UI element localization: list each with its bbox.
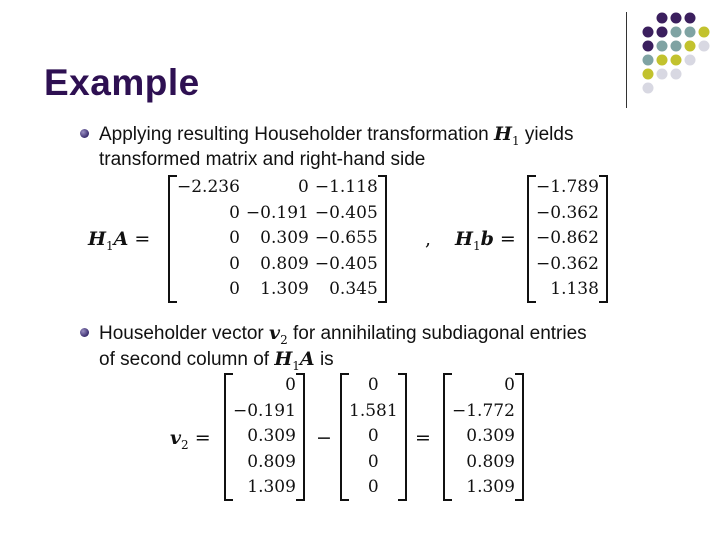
matrix-row bbox=[230, 475, 299, 501]
matrix-entry: 0 bbox=[367, 451, 379, 472]
matrix-H1A bbox=[168, 175, 387, 303]
decorative-dot bbox=[685, 13, 696, 24]
matrix-entry: 0.809 bbox=[247, 451, 296, 472]
bullet-icon bbox=[80, 129, 89, 138]
matrix-entry: 0 bbox=[285, 375, 296, 395]
matrix-entry: 0 bbox=[229, 202, 240, 223]
bullet-icon bbox=[80, 328, 89, 337]
eq2-equals: = bbox=[415, 427, 431, 449]
vector-v2-table bbox=[449, 373, 518, 501]
matrix-row bbox=[346, 424, 401, 450]
decorative-dot bbox=[699, 27, 710, 38]
decorative-dot bbox=[657, 41, 668, 52]
decorative-dot bbox=[643, 55, 654, 66]
decorative-dot bbox=[685, 27, 696, 38]
decorative-dot bbox=[643, 41, 654, 52]
title-divider-line bbox=[626, 12, 627, 108]
decorative-dot bbox=[671, 13, 682, 24]
matrix-entry: −0.655 bbox=[314, 228, 378, 248]
decorative-dot bbox=[657, 69, 668, 80]
bullet2-text-d: is bbox=[314, 349, 334, 370]
matrix-row bbox=[533, 277, 602, 303]
matrix-entry: −1.118 bbox=[314, 177, 378, 197]
decorative-dot bbox=[643, 27, 654, 38]
decorative-dot bbox=[657, 13, 668, 24]
matrix-entry: 1.309 bbox=[260, 279, 309, 299]
decorative-dot bbox=[643, 83, 654, 94]
decorative-dot bbox=[671, 41, 682, 52]
eq2-lhs-label: $v_2$ = bbox=[170, 427, 211, 452]
decorative-dot bbox=[643, 69, 654, 80]
vector-H1b bbox=[527, 175, 608, 303]
matrix-entry: 0.309 bbox=[260, 228, 309, 248]
matrix-row bbox=[346, 475, 401, 501]
matrix-entry: −0.191 bbox=[245, 202, 309, 223]
matrix-entry: 0.345 bbox=[329, 279, 378, 299]
matrix-entry: −0.862 bbox=[536, 228, 599, 248]
eq2-minus: − bbox=[316, 427, 332, 449]
matrix-entry: 1.138 bbox=[550, 279, 599, 299]
matrix-row bbox=[533, 226, 602, 252]
matrix-entry: 0 bbox=[298, 177, 309, 197]
bullet1-math-H1: $H_1$ bbox=[494, 123, 520, 148]
decorative-dot bbox=[671, 27, 682, 38]
matrix-entry: 0 bbox=[229, 279, 240, 299]
matrix-entry: 0.809 bbox=[260, 253, 309, 274]
vector-a bbox=[224, 373, 305, 501]
matrix-row bbox=[230, 450, 299, 476]
decorative-dot bbox=[671, 69, 682, 80]
eq1-rhs-label: $H_1b$ = bbox=[455, 228, 516, 253]
decorative-dot bbox=[657, 55, 668, 66]
matrix-entry: −0.191 bbox=[233, 400, 296, 421]
decorative-dot-grid bbox=[0, 0, 720, 120]
matrix-row bbox=[449, 424, 518, 450]
bullet1-text-b: yields bbox=[519, 124, 574, 145]
bullet2-text-b: for annihilating subdiagonal entries bbox=[287, 323, 587, 344]
matrix-row bbox=[174, 226, 381, 252]
matrix-entry: 0.309 bbox=[247, 426, 296, 446]
matrix-entry: 0 bbox=[367, 477, 379, 497]
matrix-row bbox=[230, 399, 299, 425]
matrix-entry: −1.789 bbox=[536, 177, 599, 197]
matrix-row bbox=[533, 252, 602, 278]
matrix-entry: 0.309 bbox=[466, 426, 515, 446]
matrix-row bbox=[174, 277, 381, 303]
vector-v2 bbox=[443, 373, 524, 501]
matrix-row bbox=[174, 252, 381, 278]
eq1-lhs-label: $H_1A$ = bbox=[88, 228, 151, 253]
matrix-row bbox=[346, 373, 401, 399]
vector-H1b-table bbox=[533, 175, 602, 303]
decorative-dot bbox=[699, 41, 710, 52]
matrix-row bbox=[174, 175, 381, 201]
vector-alpha-table bbox=[346, 373, 401, 501]
vector-alpha bbox=[340, 373, 407, 501]
matrix-row bbox=[449, 475, 518, 501]
matrix-row bbox=[533, 175, 602, 201]
matrix-row bbox=[449, 373, 518, 399]
matrix-entry: −0.362 bbox=[536, 253, 599, 274]
matrix-entry: 0 bbox=[367, 426, 379, 446]
matrix-entry: 0 bbox=[229, 228, 240, 248]
bullet2-math-v2: $v_2$ bbox=[269, 322, 288, 347]
decorative-dot bbox=[657, 27, 668, 38]
matrix-entry: 0 bbox=[504, 375, 515, 395]
matrix-entry: −0.362 bbox=[536, 202, 599, 223]
bullet2-text-c: of second column of bbox=[99, 349, 275, 370]
slide-title: Example bbox=[44, 62, 200, 103]
matrix-entry: −2.236 bbox=[177, 177, 240, 197]
decorative-dot bbox=[685, 55, 696, 66]
vector-a-table bbox=[230, 373, 299, 501]
matrix-entry: 0.809 bbox=[466, 451, 515, 472]
matrix-entry: 0 bbox=[367, 375, 379, 395]
matrix-entry: 1.309 bbox=[466, 477, 515, 497]
matrix-entry: 1.309 bbox=[247, 477, 296, 497]
matrix-row bbox=[230, 373, 299, 399]
bullet1-text-a: Applying resulting Householder transformation bbox=[99, 124, 494, 145]
eq1-comma: , bbox=[425, 228, 432, 250]
matrix-row bbox=[230, 424, 299, 450]
matrix-entry: −0.405 bbox=[314, 253, 378, 274]
matrix-entry: −0.405 bbox=[314, 202, 378, 223]
matrix-row bbox=[533, 201, 602, 227]
matrix-row bbox=[346, 399, 401, 425]
matrix-row bbox=[449, 450, 518, 476]
matrix-H1A-table bbox=[174, 175, 381, 303]
matrix-row bbox=[174, 201, 381, 227]
matrix-row bbox=[449, 399, 518, 425]
matrix-entry: 1.581 bbox=[349, 400, 398, 421]
matrix-entry: −1.772 bbox=[452, 400, 515, 421]
bullet2-text-a: Householder vector bbox=[99, 323, 270, 344]
bullet1-line2: transformed matrix and right-hand side bbox=[99, 149, 426, 170]
decorative-dot bbox=[671, 55, 682, 66]
bullet2-math-H1A: $H_1A$ bbox=[274, 348, 315, 373]
matrix-row bbox=[346, 450, 401, 476]
matrix-entry: 0 bbox=[229, 253, 240, 274]
decorative-dot bbox=[685, 41, 696, 52]
